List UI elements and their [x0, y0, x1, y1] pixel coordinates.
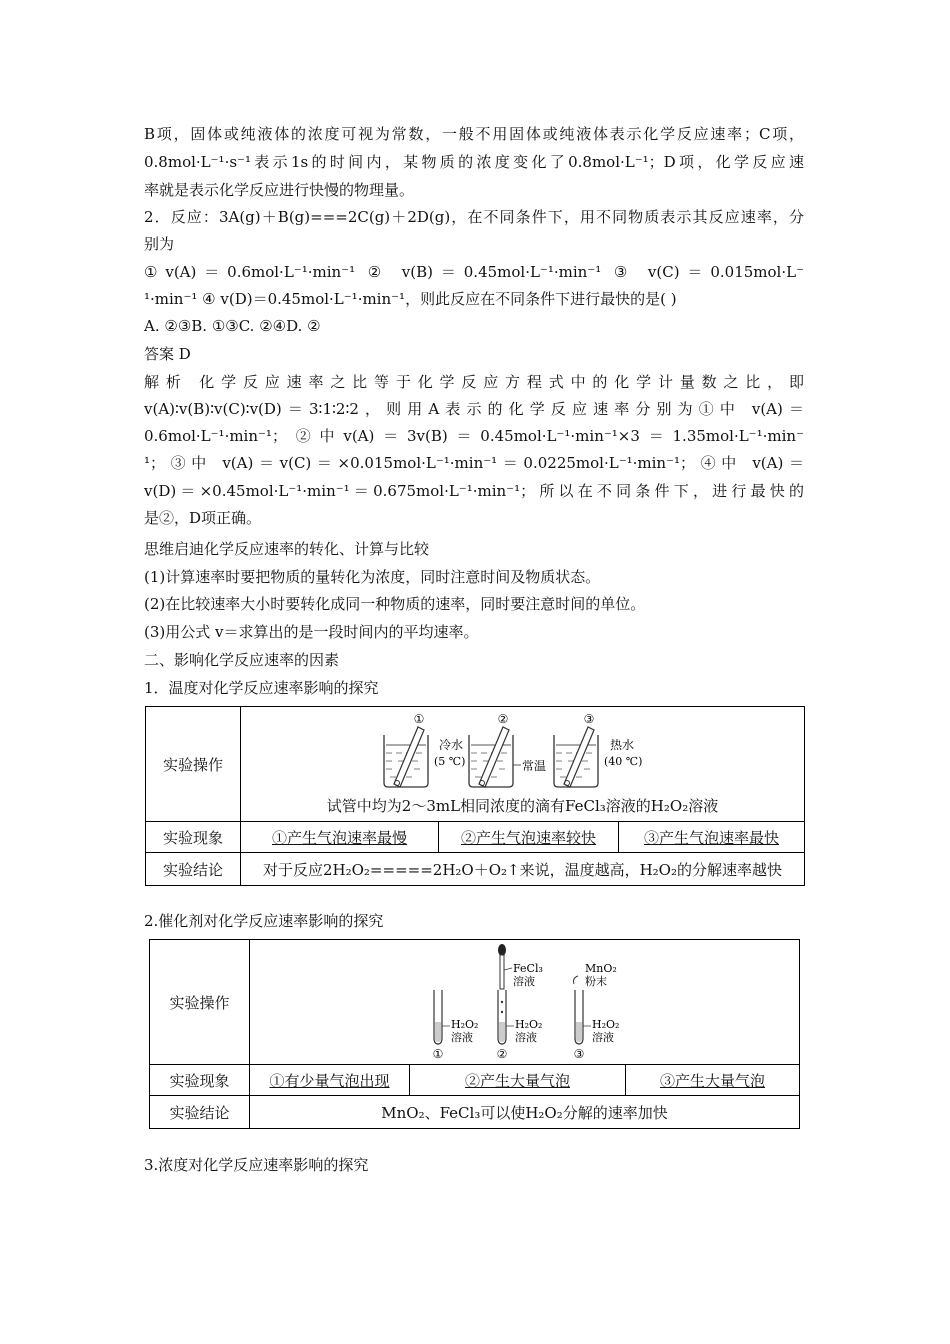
- row-label-conclusion: 实验结论: [169, 1103, 230, 1122]
- label-cold-temp: (5 ℃): [434, 755, 466, 768]
- temperature-experiment-table: [145, 706, 805, 886]
- conclusion-cell: MnO₂、FeCl₃可以使H₂O₂分解的速率加快: [381, 1103, 668, 1122]
- question-condition: ¹·min⁻¹ ④ v(D)＝0.45mol·L⁻¹·min⁻¹，则此反应在不同条件下进行最快的是( ): [144, 290, 677, 308]
- beaker-hot: [554, 712, 642, 787]
- label-cold-water: 冷水: [439, 738, 464, 752]
- analysis-line: ¹；③中 v(A)＝v(C)＝×0.015mol·L⁻¹·min⁻¹＝0.0225mol·L⁻¹·min⁻¹；④中 v(A)＝: [144, 454, 804, 472]
- subsection-title: 2.催化剂对化学反应速率影响的探究: [144, 912, 384, 930]
- label-solution-1: 溶液: [451, 1031, 473, 1044]
- phenomenon-1: ①产生气泡速率最慢: [271, 828, 407, 847]
- row-label-operation: 实验操作: [162, 755, 223, 774]
- label-num-3: ③: [583, 712, 595, 726]
- label-room-temp: 常温: [522, 759, 547, 773]
- phenomenon-1: ①有少量气泡出现: [269, 1071, 390, 1090]
- analysis-line: 是②，D项正确。: [144, 509, 262, 527]
- label-num-1: ①: [432, 1047, 444, 1061]
- tips-item: (3)用公式 v＝求算出的是一段时间内的平均速率。: [144, 623, 479, 641]
- question-stem: 2．反应：3A(g)＋B(g)===2C(g)＋2D(g)，在不同条件下，用不同物质表示其反应速率，分: [144, 208, 804, 226]
- analysis-line: 0.6mol·L⁻¹·min⁻¹；②中v(A)＝3v(B)＝0.45mol·L⁻¹·min⁻¹×3＝1.35mol·L⁻¹·min⁻: [144, 427, 804, 445]
- tips-title: 思维启迪化学反应速率的转化、计算与比较: [144, 540, 430, 558]
- operation-note: 试管中均为2～3mL相同浓度的滴有FeCl₃溶液的H₂O₂溶液: [326, 796, 719, 815]
- phenomenon-cell-2: [439, 822, 618, 852]
- label-num-2: ②: [496, 1047, 508, 1061]
- paragraph-line: B项，固体或纯液体的浓度可视为常数，一般不用固体或纯液体表示化学反应速率；C项，: [144, 125, 804, 143]
- label-num-3: ③: [573, 1047, 585, 1061]
- question-condition: ①v(A)＝0.6mol·L⁻¹·min⁻¹ ② v(B)＝0.45mol·L⁻¹·min⁻¹ ③ v(C)＝0.015mol·L⁻: [144, 263, 804, 281]
- label-h2o2-2: H₂O₂: [515, 1018, 543, 1031]
- section-title: 二、影响化学反应速率的因素: [144, 651, 340, 669]
- subsection-title: 1．温度对化学反应速率影响的探究: [144, 679, 379, 697]
- label-mno2: MnO₂: [585, 962, 617, 975]
- phenomenon-cell-1: [241, 822, 438, 852]
- label-mno2-powder: 粉末: [585, 975, 607, 988]
- label-num-1: ①: [413, 712, 425, 726]
- conclusion-cell: 对于反应2H₂O₂=====2H₂O＋O₂↑来说，温度越高，H₂O₂的分解速率越快: [262, 860, 782, 879]
- tube-fecl3: [497, 944, 543, 1061]
- paragraph-line: 率就是表示化学反应进行快慢的物理量。: [144, 181, 415, 199]
- label-solution-3: 溶液: [592, 1031, 614, 1044]
- label-num-2: ②: [497, 712, 509, 726]
- label-solution-2: 溶液: [515, 1031, 537, 1044]
- tube-mno2: [574, 962, 620, 1061]
- subsection-title: 3.浓度对化学反应速率影响的探究: [144, 1156, 369, 1174]
- phenomenon-cell-2: [410, 1065, 625, 1095]
- beaker-room: [469, 712, 546, 787]
- beaker-figure: [356, 709, 676, 791]
- label-fecl3: FeCl₃: [513, 962, 543, 975]
- question-options: A. ②③B. ①③C. ②④D. ②: [144, 317, 321, 335]
- phenomenon-2: ②产生大量气泡: [464, 1071, 570, 1090]
- catalyst-experiment-table: [149, 939, 800, 1129]
- answer-line: 答案 D: [144, 345, 191, 363]
- label-hot-water: 热水: [610, 738, 635, 752]
- label-h2o2-3: H₂O₂: [592, 1018, 620, 1031]
- label-hot-temp: (40 ℃): [604, 755, 643, 768]
- beaker-cold: [384, 712, 465, 787]
- tube-plain: [433, 990, 479, 1061]
- phenomenon-3: ③产生气泡速率最快: [643, 828, 779, 847]
- row-label-operation: 实验操作: [169, 993, 230, 1012]
- analysis-line: v(A)∶v(B)∶v(C)∶v(D)＝3∶1∶2∶2，则用A表示的化学反应速率分别为①中 v(A)＝: [144, 400, 804, 418]
- phenomenon-cell-3: [619, 822, 804, 852]
- row-label-phenomenon: 实验现象: [169, 1071, 230, 1090]
- phenomenon-cell-1: [250, 1065, 409, 1095]
- paragraph-line: 0.8mol·L⁻¹·s⁻¹表示1s的时间内，某物质的浓度变化了0.8mol·L⁻¹；D项，化学反应速: [144, 153, 804, 171]
- phenomenon-2: ②产生气泡速率较快: [460, 828, 596, 847]
- phenomenon-3: ③产生大量气泡: [659, 1071, 765, 1090]
- question-stem: 别为: [144, 235, 175, 253]
- test-tube-figure: [422, 942, 632, 1062]
- label-fecl3-solution: 溶液: [513, 975, 535, 988]
- tips-item: (2)在比较速率大小时要转化成同一种物质的速率，同时要注意时间的单位。: [144, 595, 646, 613]
- label-h2o2-1: H₂O₂: [451, 1018, 479, 1031]
- row-label-phenomenon: 实验现象: [162, 828, 223, 847]
- phenomenon-cell-3: [626, 1065, 799, 1095]
- analysis-line: v(D)＝×0.45mol·L⁻¹·min⁻¹＝0.675mol·L⁻¹·min⁻¹；所以在不同条件下，进行最快的: [144, 482, 804, 500]
- row-label-conclusion: 实验结论: [162, 860, 223, 879]
- tips-item: (1)计算速率时要把物质的量转化为浓度，同时注意时间及物质状态。: [144, 568, 601, 586]
- analysis-line: 解析 化学反应速率之比等于化学反应方程式中的化学计量数之比，即: [144, 373, 804, 391]
